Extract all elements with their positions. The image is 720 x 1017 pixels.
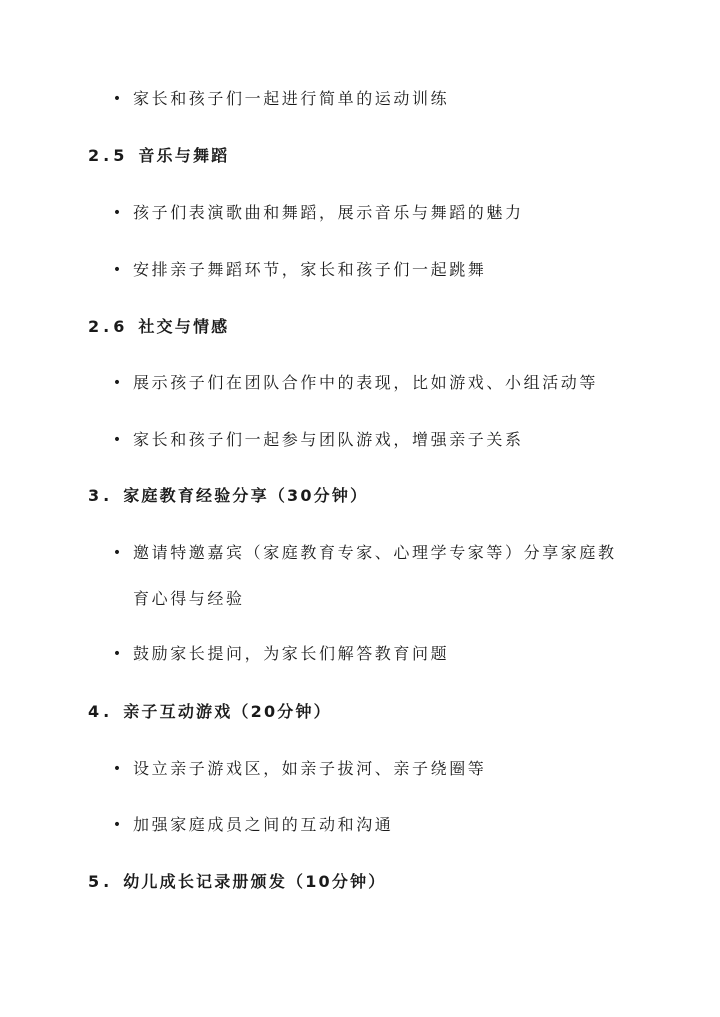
bullet-icon: •: [112, 761, 122, 777]
list-item-text: 加强家庭成员之间的互动和沟通: [133, 815, 394, 834]
bullet-icon: •: [112, 91, 122, 107]
list-item-text: 育心得与经验: [133, 589, 245, 608]
section-title: 音乐与舞蹈: [138, 146, 230, 165]
section-heading: [88, 871, 387, 893]
list-item-text: 邀请特邀嘉宾（家庭教育专家、心理学专家等）分享家庭教: [133, 543, 617, 562]
bullet-icon: •: [112, 205, 122, 221]
list-item-text: 安排亲子舞蹈环节，家长和孩子们一起跳舞: [133, 260, 487, 279]
section-title: 幼儿成长记录册颁发（10分钟）: [123, 872, 387, 891]
section-number: 2.5: [88, 146, 129, 165]
bullet-icon: •: [112, 545, 122, 561]
section-title: 家庭教育经验分享（30分钟）: [123, 486, 369, 505]
section-heading: [88, 485, 368, 507]
section-title: 亲子互动游戏（20分钟）: [123, 702, 332, 721]
section-number: 2.6: [88, 317, 129, 336]
list-item-text: 展示孩子们在团队合作中的表现，比如游戏、小组活动等: [133, 373, 599, 392]
list-item-text: 孩子们表演歌曲和舞蹈，展示音乐与舞蹈的魅力: [133, 203, 524, 222]
bullet-icon: •: [112, 262, 122, 278]
section-number: 4.: [88, 702, 114, 721]
section-heading: [88, 145, 229, 167]
list-item-text: 鼓励家长提问，为家长们解答教育问题: [133, 644, 450, 663]
section-heading: [88, 316, 229, 338]
bullet-icon: •: [112, 646, 122, 662]
list-item-text: 家长和孩子们一起参与团队游戏，增强亲子关系: [133, 430, 524, 449]
bullet-icon: •: [112, 375, 122, 391]
list-item-text: 家长和孩子们一起进行简单的运动训练: [133, 89, 450, 108]
section-heading: [88, 701, 332, 723]
bullet-icon: •: [112, 817, 122, 833]
bullet-icon: •: [112, 432, 122, 448]
section-title: 社交与情感: [138, 317, 230, 336]
section-number: 3.: [88, 486, 114, 505]
list-item-text: 设立亲子游戏区，如亲子拔河、亲子绕圈等: [133, 759, 487, 778]
section-number: 5.: [88, 872, 114, 891]
